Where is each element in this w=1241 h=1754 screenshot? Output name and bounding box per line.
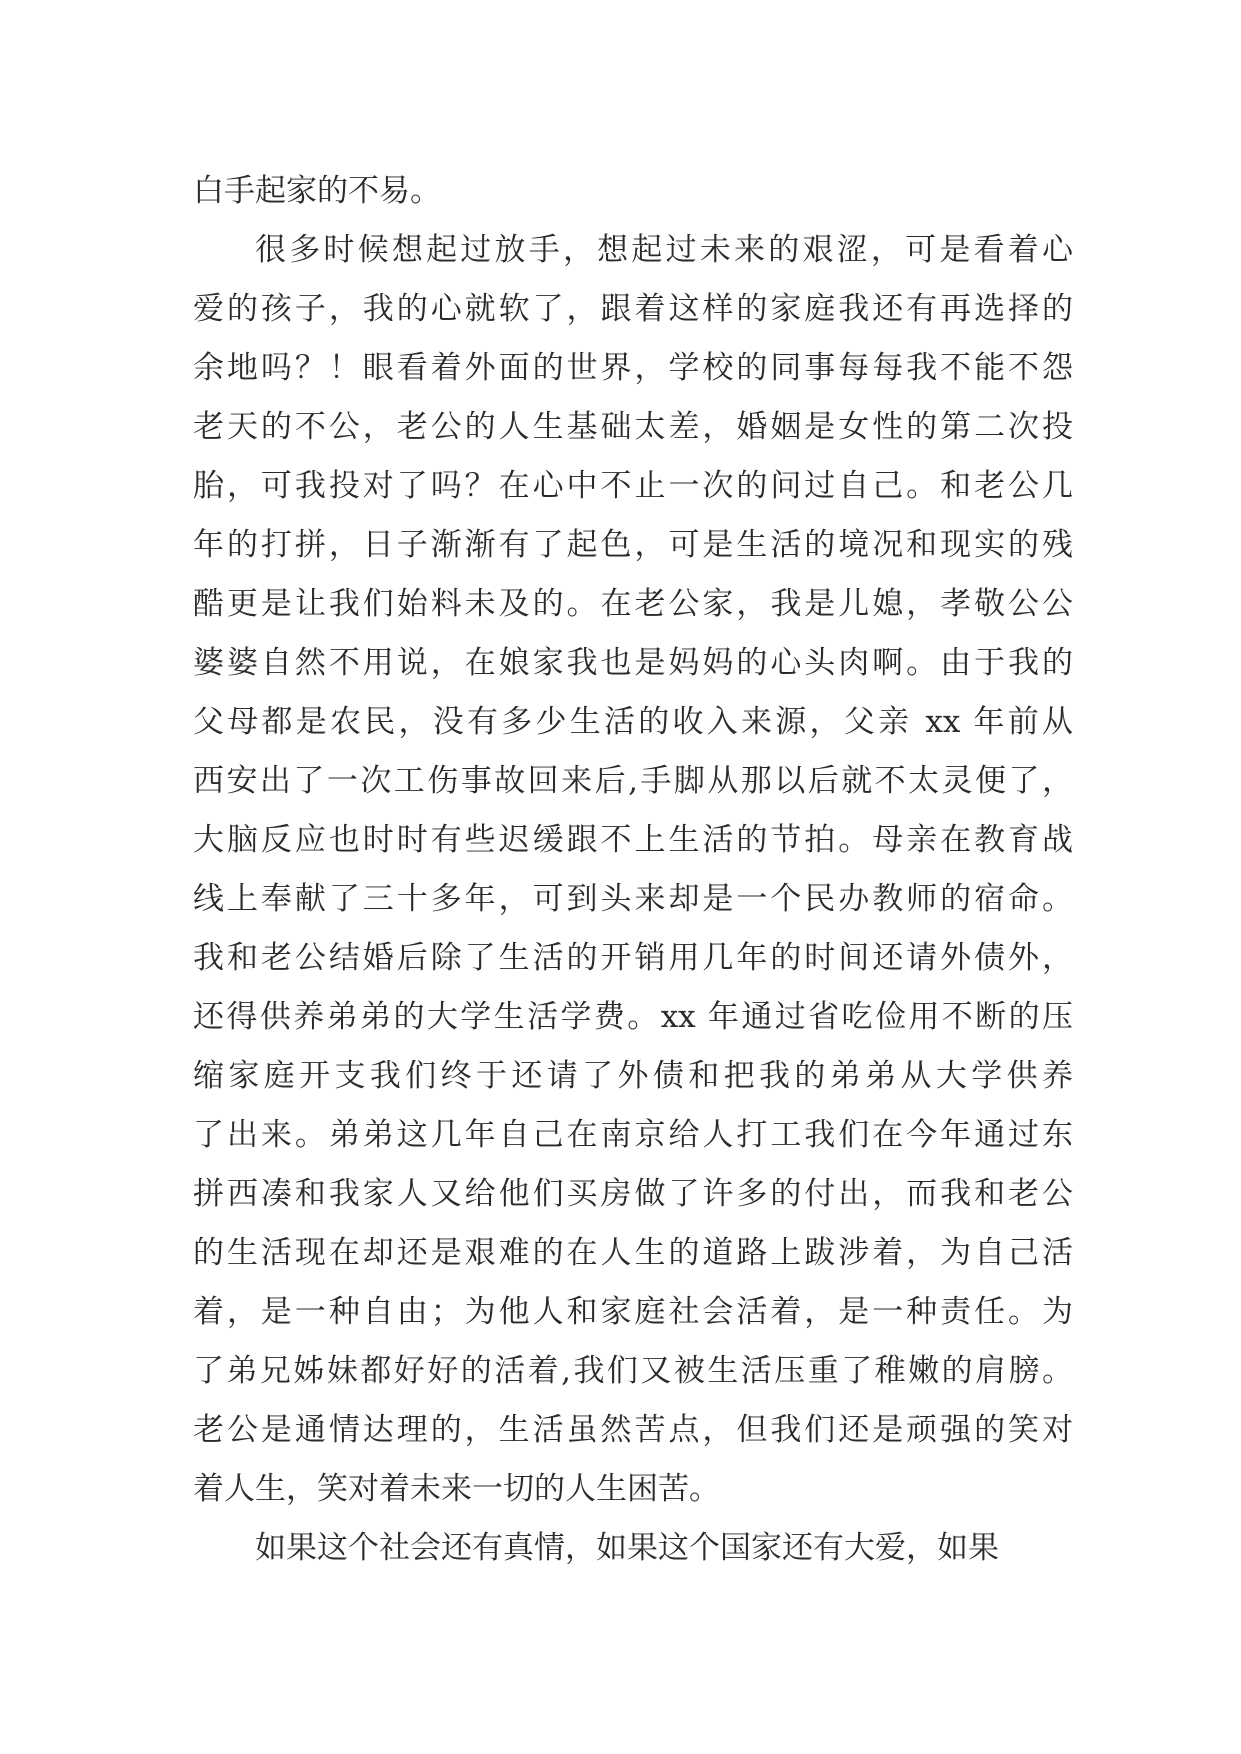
text-line: 我和老公结婚后除了生活的开销用几年的时间还请外债外， bbox=[193, 940, 1073, 976]
paragraph bbox=[193, 1519, 1073, 1578]
text-line: 爱的孩子，我的心就软了，跟着这样的家庭我还有再选择的 bbox=[193, 291, 1073, 327]
paragraph bbox=[193, 221, 1073, 1519]
text-line: 父母都是农民，没有多少生活的收入来源，父亲 xx 年前从 bbox=[193, 704, 1073, 740]
text-line: 拼西凑和我家人又给他们买房做了许多的付出，而我和老公 bbox=[193, 1176, 1073, 1212]
text-line: 大脑反应也时时有些迟缓跟不上生活的节拍。母亲在教育战 bbox=[193, 822, 1073, 858]
text-line: 婆婆自然不用说，在娘家我也是妈妈的心头肉啊。由于我的 bbox=[193, 645, 1073, 681]
text-line: 线上奉献了三十多年，可到头来却是一个民办教师的宿命。 bbox=[193, 881, 1073, 917]
text-line: 余地吗？！眼看着外面的世界，学校的同事每每我不能不怨 bbox=[193, 350, 1073, 386]
paragraph bbox=[193, 162, 1073, 221]
text-line: 的生活现在却还是艰难的在人生的道路上跋涉着，为自己活 bbox=[193, 1235, 1073, 1271]
text-line: 缩家庭开支我们终于还请了外债和把我的弟弟从大学供养 bbox=[193, 1058, 1073, 1094]
text-line: 了弟兄姊妹都好好的活着,我们又被生活压重了稚嫩的肩膀。 bbox=[193, 1353, 1073, 1389]
text-line: 老公是通情达理的，生活虽然苦点，但我们还是顽强的笑对 bbox=[193, 1412, 1073, 1448]
text-line: 了出来。弟弟这几年自己在南京给人打工我们在今年通过东 bbox=[193, 1117, 1073, 1153]
text-line: 胎，可我投对了吗？在心中不止一次的问过自己。和老公几 bbox=[193, 468, 1073, 504]
text-line: 年的打拼，日子渐渐有了起色，可是生活的境况和现实的残 bbox=[193, 527, 1073, 563]
text-line: 着人生，笑对着未来一切的人生困苦。 bbox=[193, 1471, 720, 1507]
text-line: 酷更是让我们始料未及的。在老公家，我是儿媳，孝敬公公 bbox=[193, 586, 1073, 622]
text-line: 西安出了一次工伤事故回来后,手脚从那以后就不太灵便了， bbox=[193, 763, 1073, 799]
text-line: 老天的不公，老公的人生基础太差，婚姻是女性的第二次投 bbox=[193, 409, 1073, 445]
text-line: 还得供养弟弟的大学生活学费。xx 年通过省吃俭用不断的压 bbox=[193, 999, 1073, 1035]
text-line: 很多时候想起过放手，想起过未来的艰涩，可是看着心 bbox=[255, 232, 1073, 268]
text-line: 如果这个社会还有真情，如果这个国家还有大爱，如果 bbox=[255, 1530, 999, 1566]
document-body bbox=[193, 162, 1073, 1578]
text-line: 着，是一种自由；为他人和家庭社会活着，是一种责任。为 bbox=[193, 1294, 1073, 1330]
text-line: 白手起家的不易。 bbox=[193, 173, 441, 209]
